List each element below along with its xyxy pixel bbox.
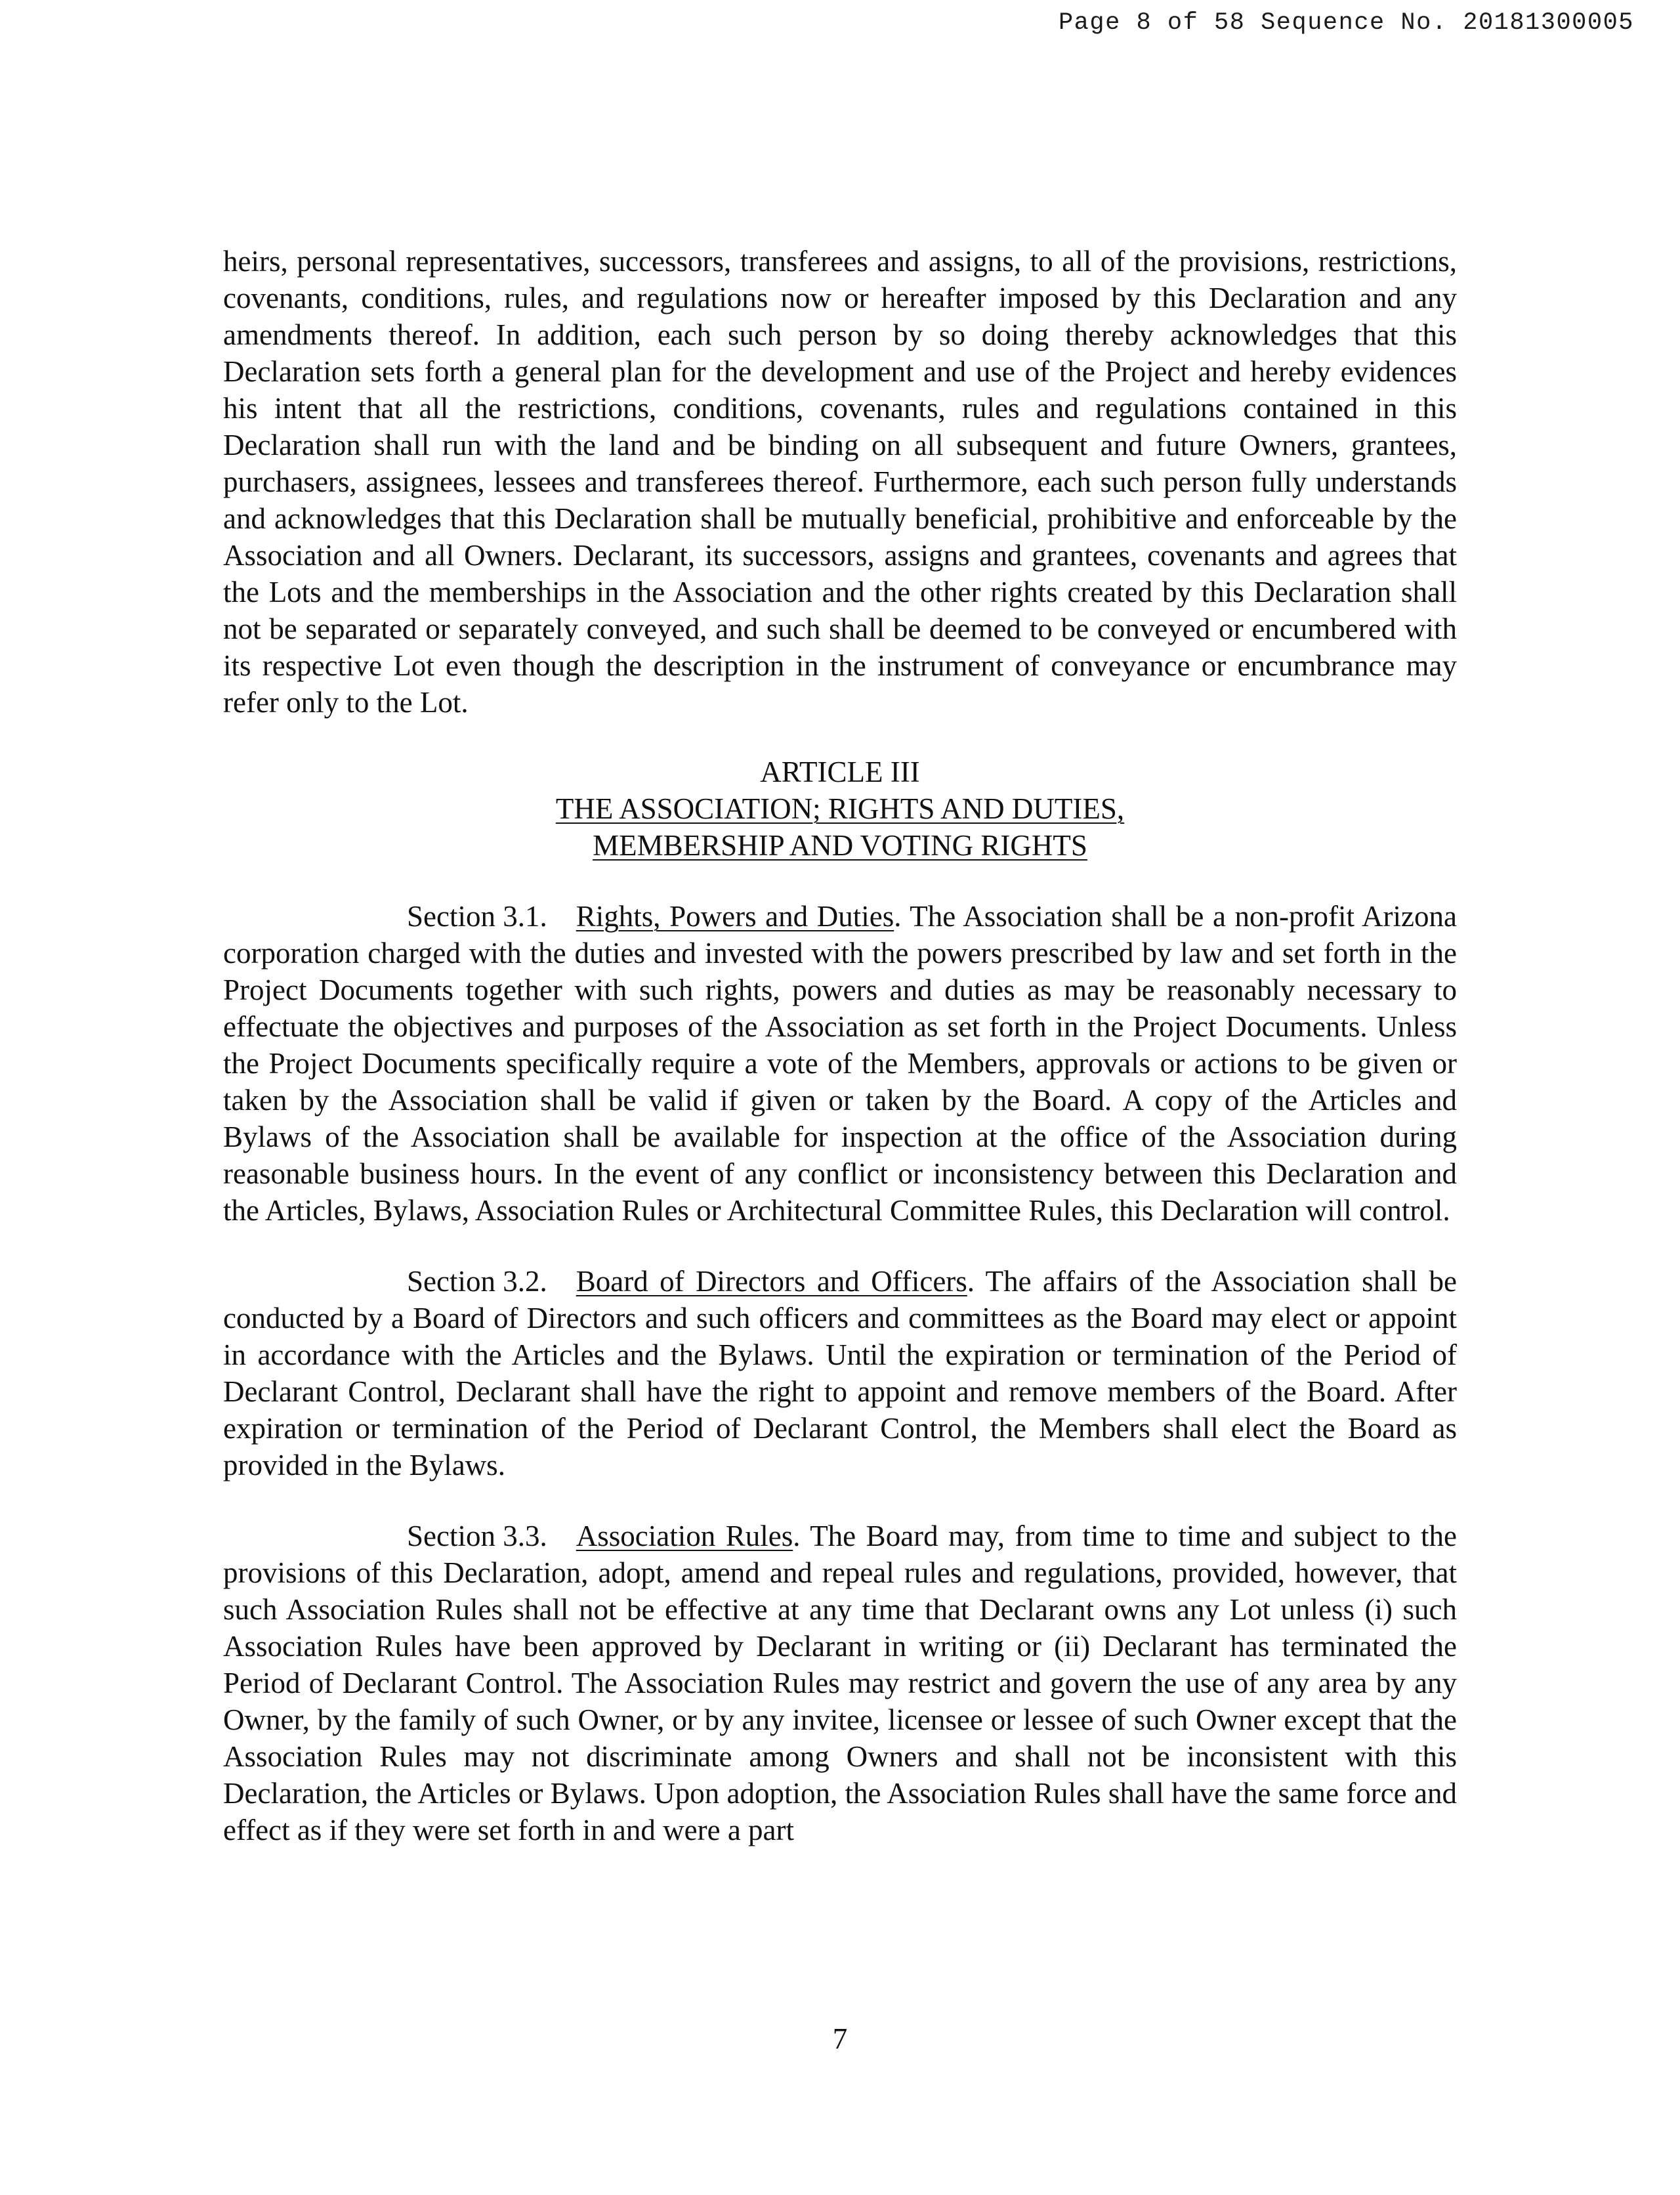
section-number: Section 3.2. [407,1265,547,1298]
section-text: . The affairs of the Association shall be conducted by a Board of Directors and such officers and committees as the Board may elect or appoint in accordance with the Articles and the Bylaws. Until the expiration or termination of the Period of Declarant Control, Declarant shall have the right to appoint and remove members of the Board. After expiration or termination of the Period of Declarant Control, the Members shall elect the Board as provided in the Bylaws. [223,1265,1457,1481]
continuation-paragraph: heirs, personal representatives, successors, transferees and assigns, to all of the provisions, restrictions, covenants, conditions, rules, and regulations now or hereafter imposed by this Declaration and any amendments thereof. In addition, each such person by so doing thereby acknowledges that this Declaration sets forth a general plan for the development and use of the Project and hereby evidences his intent that all the restrictions, conditions, covenants, rules and regulations contained in this Declaration shall run with the land and be binding on all subsequent and future Owners, grantees, purchasers, assignees, lessees and transferees thereof. Furthermore, each such person fully understands and acknowledges that this Declaration shall be mutually beneficial, prohibitive and enforceable by the Association and all Owners. Declarant, its successors, assigns and grantees, covenants and agrees that the Lots and the memberships in the Association and the other rights created by this Declaration shall not be separated or separately conveyed, and such shall be deemed to be conveyed or encumbered with its respective Lot even though the description in the instrument of conveyance or encumbrance may refer only to the Lot. [223,245,1457,719]
section-3-2 [223,1263,1457,1483]
paragraph-gap [223,1229,1457,1263]
page-number: 7 [832,2022,848,2055]
section-3-3 [223,1518,1457,1848]
section-3-1 [223,898,1457,1229]
article-heading [223,754,1457,864]
section-number: Section 3.1. [407,900,547,933]
section-title: Board of Directors and Officers [576,1265,967,1298]
document-body [223,243,1457,1848]
section-text: . The Board may, from time to time and subject to the provisions of this Declaration, adopt, amend and repeal rules and regulations, provided, however, that such Association Rules shall not be effective at any time that Declarant owns any Lot unless (i) such Association Rules have been approved by Declarant in writing or (ii) Declarant has terminated the Period of Declarant Control. The Association Rules may restrict and govern the use of any area by any Owner, by the family of such Owner, or by any invitee, licensee or lessee of such Owner except that the Association Rules may not discriminate among Owners and shall not be inconsistent with this Declaration, the Articles or Bylaws. Upon adoption, the Association Rules shall have the same force and effect as if they were set forth in and were a part [223,1520,1457,1846]
section-title: Association Rules [576,1520,793,1552]
section-title: Rights, Powers and Duties [576,900,894,933]
article-number: ARTICLE III [760,756,920,788]
section-number: Section 3.3. [407,1520,547,1552]
page-sequence-stamp: Page 8 of 58 Sequence No. 20181300005 [1058,9,1634,37]
article-title-line-2: MEMBERSHIP AND VOTING RIGHTS [593,829,1087,862]
article-title-line-1: THE ASSOCIATION; RIGHTS AND DUTIES, [555,792,1125,825]
section-text: . The Association shall be a non-profit Arizona corporation charged with the duties and invested with the powers prescribed by law and set forth in the Project Documents together with such rights, powers and duties as may be reasonably necessary to effectuate the objectives and purposes of the Association as set forth in the Project Documents. Unless the Project Documents specifically require a vote of the Members, approvals or actions to be given or taken by the Association shall be valid if given or taken by the Board. A copy of the Articles and Bylaws of the Association shall be available for inspection at the office of the Association during reasonable business hours. In the event of any conflict or inconsistency between this Declaration and the Articles, Bylaws, Association Rules or Architectural Committee Rules, this Declaration will control. [223,900,1457,1227]
paragraph-gap [223,1483,1457,1518]
